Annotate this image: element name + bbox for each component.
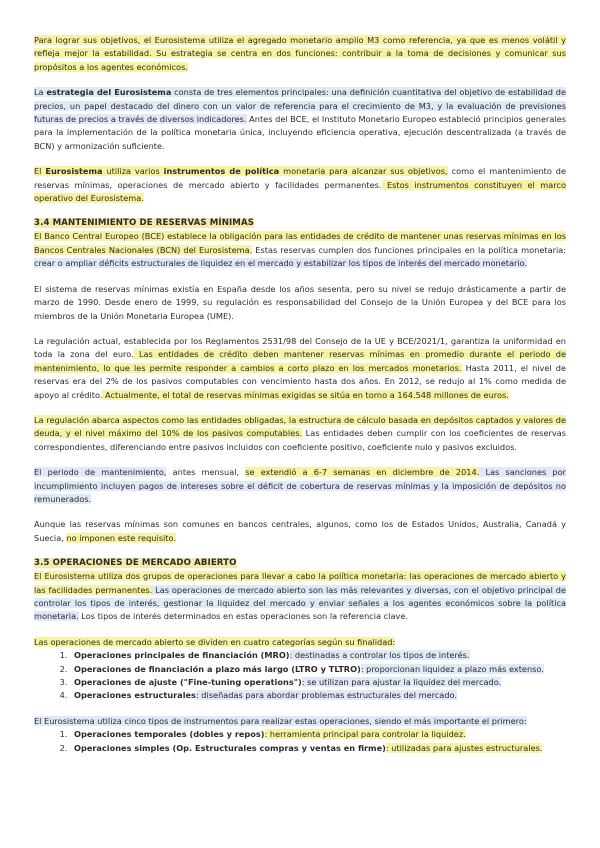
highlight: consta de tres elementos principales: una definición cuantitativa del objetivo de estabilidad de precios, un papel destacado del dinero con un valor de referencia para el crecimiento de M3, y la evaluación de previsiones futuras de precios a través de diversos indicadores. [34, 87, 566, 125]
instruments-list [34, 728, 566, 755]
section-heading-3-4 [34, 217, 566, 230]
highlight: Para lograr sus objetivos, el Eurosistema utiliza el agregado monetario amplio M3 como referencia, ya que es menos volátil y refleja mejor la estabilidad. Su estrategia se centra en dos funciones: contribuir a la toma de decisiones y comunicar sus propósitos a los agentes económicos. [34, 35, 566, 72]
paragraph-current-regulation [34, 335, 566, 402]
item-text: : proporcionan liquidez a plazo más extenso. [360, 663, 544, 674]
text: Hasta 2011, el nivel de reservas era del 2% de los pasivos computables con vencimiento hasta dos años. En 2012, se redujo al 1% como medida de apoyo al crédito. [34, 362, 566, 400]
text: Antes del BCE, el Instituto Monetario Europeo estableció principios generales para la implementación de la política monetaria única, incluyendo eficiencia operativa, ejecución descentralizada (a través de BCN) y armonización suficiente. [34, 114, 566, 151]
section-heading-3-5 [34, 557, 566, 570]
list-item [70, 728, 566, 741]
bold-term: Eurosistema [45, 166, 103, 177]
highlight: se extendió a 6-7 semanas en diciembre de 2014. [245, 467, 480, 478]
list-item [70, 742, 566, 755]
highlight: Actualmente, el total de reservas mínimas exigidas se sitúa en torno a 164.548 millones de euros. [102, 389, 509, 400]
list-intro-instruments [34, 715, 566, 728]
bold-term: instrumentos de política [163, 166, 280, 177]
highlight: monetaria para alcanzar sus objetivos, [279, 166, 448, 177]
text: Las entidades deben cumplir con los coeficientes de reservas correspondientes, diferenciando entre pasivos incluidos con coeficiente positivo, coeficiente nulo y pasivos excluidos. [34, 428, 566, 452]
heading-text: 3.5 OPERACIONES DE MERCADO ABIERTO [34, 558, 237, 569]
highlight: Las operaciones de mercado abierto se dividen en cuatro categorías según su finalidad: [34, 636, 396, 647]
paragraph-other-central-banks [34, 518, 566, 545]
bold-term: estrategia del Eurosistema [46, 87, 172, 98]
paragraph-reserves-history [34, 283, 566, 323]
paragraph-open-market-operations [34, 570, 566, 624]
highlight: El Banco Central Europeo (BCE) establece la obligación para las entidades de crédito de mantener unas reservas mínimas en los Bancos Centrales Nacionales (BCN) del Eurosistema. [34, 231, 566, 255]
item-text: : se utilizan para ajustar la liquidez del mercado. [301, 677, 502, 688]
item-term: Operaciones de ajuste ("Fine-tuning operations") [74, 677, 302, 688]
highlight: El Eurosistema utiliza cinco tipos de instrumentos para realizar estas operaciones, siendo el más importante el primero: [34, 715, 527, 726]
text: utiliza varios [102, 166, 164, 177]
item-text: : utilizadas para ajustes estructurales. [385, 742, 543, 753]
heading-text: 3.4 MANTENIMIENTO DE RESERVAS MÍNIMAS [34, 218, 254, 229]
text: como el mantenimiento de reservas mínimas, operaciones de mercado abierto y facilidades permanentes. [34, 166, 566, 190]
highlight: El Eurosistema utiliza dos grupos de operaciones para llevar a cabo la política monetaria: las operaciones de mercado abierto y las facilidades permanentes. [34, 571, 566, 595]
highlight: Las operaciones de mercado abierto son las más relevantes y diversas, con el objetivo principal de controlar los tipos de interés, gestionar la liquidez del mercado y enviar señales a los agentes económicos sobre la política monetaria. [34, 584, 567, 622]
text: El [34, 166, 46, 177]
paragraph-reserves-obligation [34, 230, 566, 270]
paragraph-eurosystem-strategy [34, 86, 566, 153]
text: La [34, 87, 47, 98]
list-item [70, 663, 566, 676]
highlight: Las sanciones por incumplimiento incluyen pagos de intereses sobre el déficit de cobertura de reservas mínimas y la imposición de depósitos no remunerados. [34, 467, 566, 504]
paragraph-maintenance-period [34, 466, 566, 506]
highlight: crear o ampliar déficits estructurales de liquidez en el mercado y estabilizar los tipos de interés del mercado monetario. [34, 258, 528, 269]
item-text: : diseñadas para abordar problemas estructurales del mercado. [195, 690, 457, 701]
list-item [70, 689, 566, 702]
categories-list [34, 649, 566, 703]
text: Los tipos de interés determinados en estas operaciones son la referencia clave. [78, 611, 408, 622]
highlight: El periodo de mantenimiento, [34, 467, 167, 478]
list-item [70, 676, 566, 689]
item-term: Operaciones principales de financiación (MRO) [74, 650, 290, 661]
text: Estas reservas cumplen dos funciones principales en la política monetaria: [252, 244, 566, 255]
paragraph-m3-strategy [34, 34, 566, 74]
list-item [70, 649, 566, 662]
text: Aunque las reservas mínimas son comunes en bancos centrales, algunos, como los de Estados Unidos, Australia, Canadá y Suecia, [34, 519, 566, 543]
text: antes mensual, [166, 467, 246, 478]
paragraph-regulation-scope [34, 414, 566, 454]
item-text: : herramienta principal para controlar la liquidez. [264, 729, 466, 740]
text: La regulación actual, establecida por los Reglamentos 2531/98 del Consejo de la UE y BCE/2021/1, garantiza la uniformidad en toda la zona del euro. [34, 335, 566, 360]
item-term: Operaciones de financiación a plazo más largo (LTRO y TLTRO) [74, 663, 361, 674]
highlight: Las entidades de crédito deben mantener reservas mínimas en promedio durante el periodo de mantenimiento, lo que les permite responder a cambios a corto plazo en los mercados monetarios. [34, 349, 566, 373]
paragraph-policy-instruments [34, 165, 566, 205]
text: El sistema de reservas mínimas existía en España desde los años sesenta, pero su nivel se redujo drásticamente a partir de marzo de 1990. Desde enero de 1999, su regulación es responsabilidad del Consejo de la Unión Europea y del BCE para los miembros de la Unión Monetaria Europea (UME). [34, 283, 566, 321]
document-page [34, 34, 566, 755]
item-term: Operaciones temporales (dobles y repos) [74, 729, 265, 740]
item-text: : destinadas a controlar los tipos de interés. [289, 650, 470, 661]
highlight: no imponen este requisito. [66, 532, 176, 543]
highlight: Estos instrumentos constituyen el marco operativo del Eurosistema. [34, 179, 567, 204]
item-term: Operaciones estructurales [74, 690, 196, 701]
item-term: Operaciones simples (Op. Estructurales compras y ventas en firme) [74, 742, 386, 753]
highlight: La regulación abarca aspectos como las entidades obligadas, la estructura de cálculo basada en depósitos captados y valores de deuda, y el nivel máximo del 10% de los pasivos computables. [34, 414, 566, 439]
list-intro-categories [34, 636, 566, 649]
